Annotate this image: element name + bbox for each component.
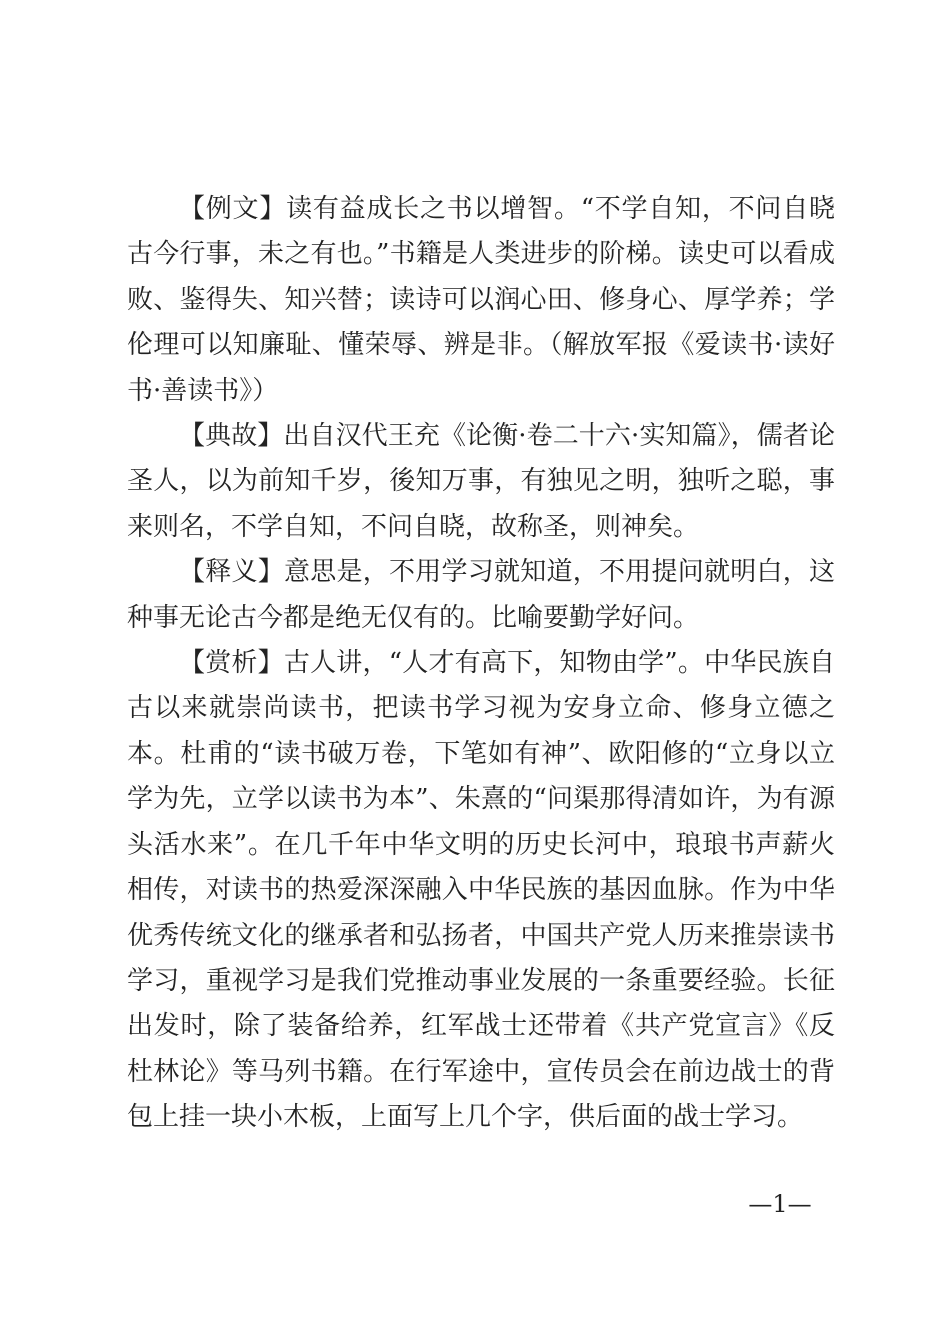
page-number: —1— bbox=[748, 1190, 812, 1218]
paragraph-allusion: 【典故】出自汉代王充《论衡·卷二十六·实知篇》，儒者论圣人，以为前知千岁，後知万事，有独见之明，独听之聪，事来则名，不学自知，不问自晓，故称圣，则神矣。 bbox=[127, 421, 835, 542]
paragraph-meaning: 【释义】意思是，不用学习就知道，不用提问就明白，这种事无论古今都是绝无仅有的。比喻要勤学好问。 bbox=[127, 557, 835, 633]
paragraph-appreciation: 【赏析】古人讲，“人才有高下，知物由学”。中华民族自古以来就崇尚读书，把读书学习视为安身立命、修身立德之本。杜甫的“读书破万卷，下笔如有神”、欧阳修的“立身以立学为先，立学以读书为本”、朱熹的“问渠那得清如许，为有源头活水来”。在几千年中华文明的历史长河中，琅琅书声薪火相传，对读书的热爱深深融入中华民族的基因血脉。作为中华优秀传统文化的继承者和弘扬者，中国共产党人历来推崇读书学习，重视学习是我们党推动事业发展的一条重要经验。长征出发时，除了装备给养，红军战士还带着《共产党宣言》《反杜林论》等马列书籍。在行军途中，宣传员会在前边战士的背包上挂一块小木板，上面写上几个字，供后面的战士学习。 bbox=[127, 648, 835, 1133]
paragraph-example: 【例文】读有益成长之书以增智。“不学自知，不问自晓古今行事，未之有也。”书籍是人类进步的阶梯。读史可以看成败、鉴得失、知兴替；读诗可以润心田、修身心、厚学养；学伦理可以知廉耻、懂荣辱、辨是非。（解放军报《爱读书·读好书·善读书》） bbox=[127, 194, 835, 406]
body-text bbox=[127, 187, 835, 1141]
